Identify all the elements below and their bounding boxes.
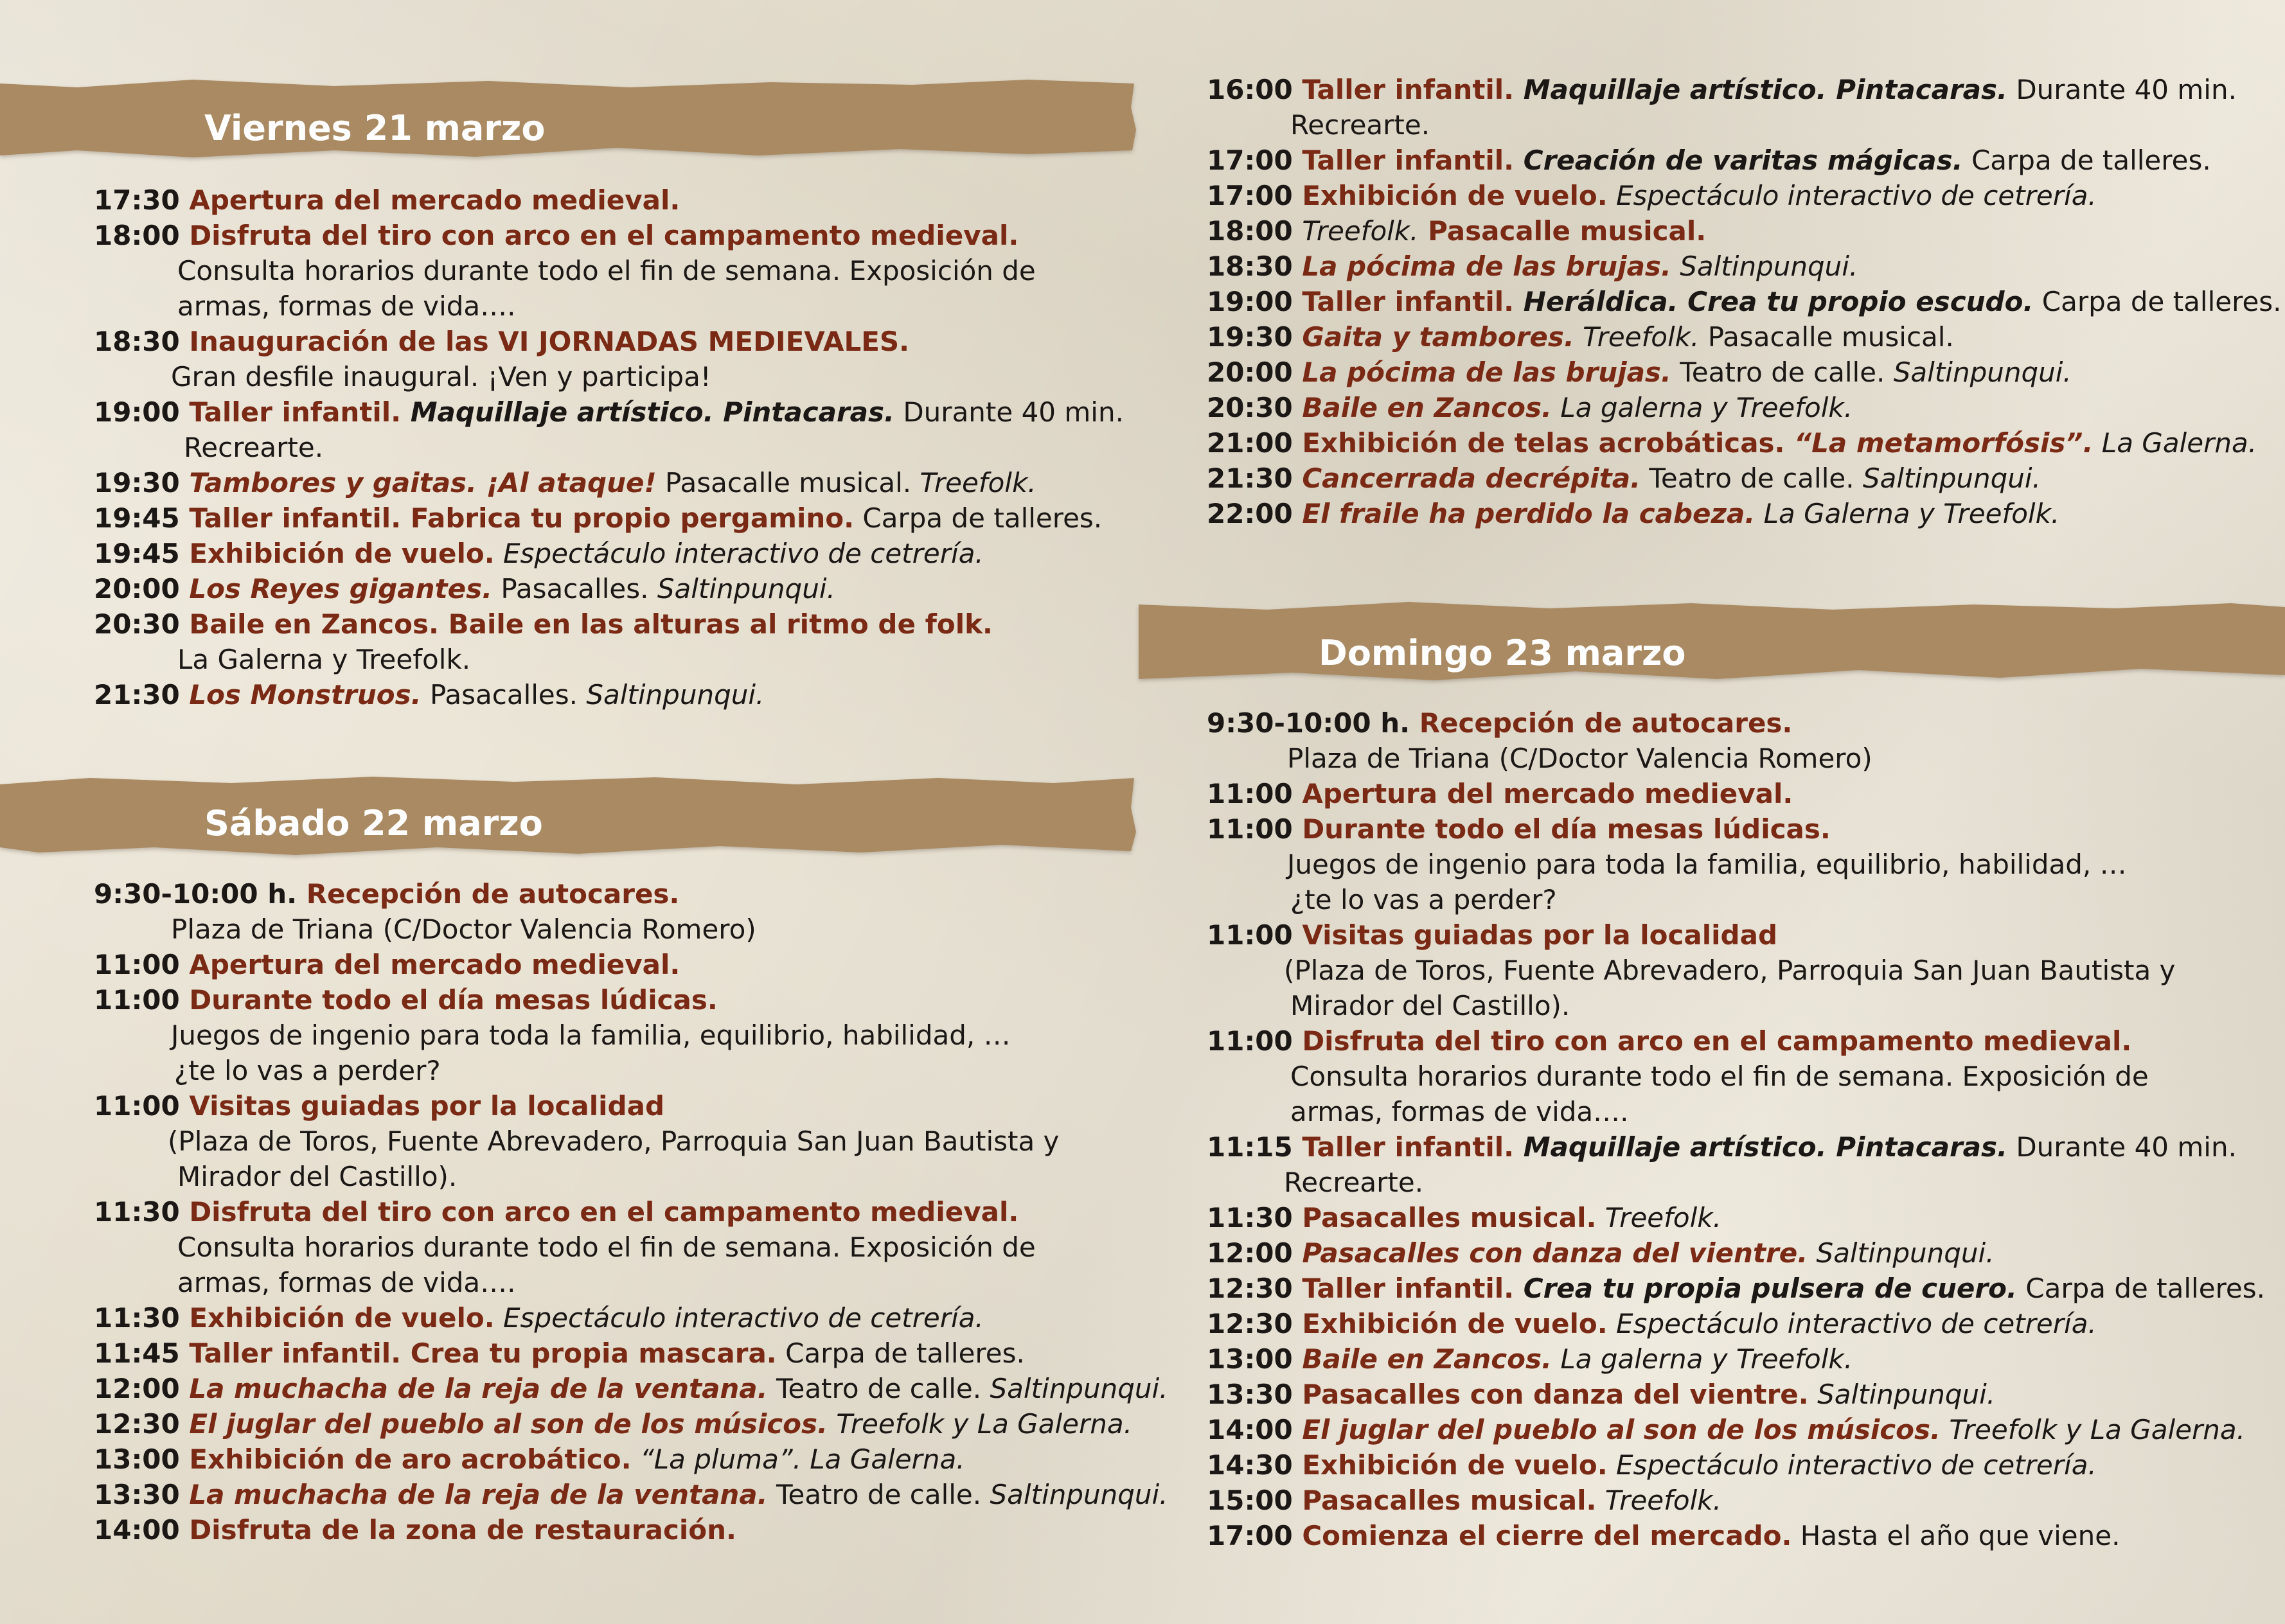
event-text: Crea tu propia pulsera de cuero. xyxy=(1514,1273,2017,1304)
event-text: Exhibición de vuelo. xyxy=(1302,1308,1608,1339)
event-time: 19:30 xyxy=(1207,321,1303,353)
event-time: 18:30 xyxy=(1207,251,1303,282)
event-time: 11:00 xyxy=(94,949,190,980)
event-text: Treefolk. xyxy=(1596,1485,1721,1516)
event-text: Saltinpunqui. xyxy=(1862,463,2041,494)
event-text: Recrearte. xyxy=(184,432,324,463)
event-time: 17:30 xyxy=(94,184,190,216)
event-detail-line xyxy=(94,1053,1168,1088)
event-line xyxy=(1207,1271,2265,1306)
event-text: La galerna y Treefolk. xyxy=(1551,392,1853,423)
event-detail-line xyxy=(94,1124,1168,1159)
event-text: Durante todo el día mesas lúdicas. xyxy=(189,984,718,1016)
event-line xyxy=(1207,461,2282,496)
event-line xyxy=(1207,1235,2265,1271)
event-text: Saltinpunqui. xyxy=(1671,251,1858,282)
event-text: Cancerrada decrépita. xyxy=(1302,463,1641,494)
event-text: Carpa de talleres. xyxy=(2016,1273,2265,1304)
event-time: 20:00 xyxy=(1207,357,1303,388)
event-line xyxy=(94,1300,1168,1336)
event-line xyxy=(1207,776,2265,811)
event-text: (Plaza de Toros, Fuente Abrevadero, Parroquia San Juan Bautista y xyxy=(1284,955,2176,986)
event-text: La pócima de las brujas. xyxy=(1302,251,1671,282)
event-text: Taller infantil. xyxy=(1302,286,1515,317)
event-time: 11:30 xyxy=(94,1302,190,1334)
event-detail-line xyxy=(94,912,1168,947)
event-detail-line xyxy=(1207,953,2265,988)
event-text: Apertura del mercado medieval. xyxy=(189,949,680,980)
event-text: Disfruta del tiro con arco en el campamento medieval. xyxy=(189,1196,1019,1228)
event-time: 13:30 xyxy=(94,1479,190,1510)
event-text: Saltinpunqui. xyxy=(1893,357,2072,388)
event-text: Teatro de calle. xyxy=(1640,463,1863,494)
event-text: La Galerna y Treefolk. xyxy=(1755,498,2060,529)
event-line xyxy=(1207,1377,2265,1412)
event-time: 17:00 xyxy=(1207,180,1303,211)
event-line xyxy=(1207,425,2282,461)
event-text: Recrearte. xyxy=(1284,1167,1424,1198)
event-text: Taller infantil. xyxy=(1302,145,1515,176)
event-time: 14:30 xyxy=(1207,1449,1303,1481)
event-text: “La pluma”. La Galerna. xyxy=(631,1443,965,1475)
event-text: Durante 40 min. xyxy=(2007,74,2237,105)
event-text: Taller infantil. xyxy=(1302,74,1515,105)
event-detail-line xyxy=(94,1265,1168,1300)
event-text: Creación de varitas mágicas. xyxy=(1514,145,1963,176)
event-line xyxy=(1207,1412,2265,1447)
event-text: Gaita y tambores. xyxy=(1302,321,1574,353)
event-line xyxy=(1207,72,2282,107)
event-text: Carpa de talleres. xyxy=(854,502,1103,534)
event-text: El juglar del pueblo al son de los músicos. xyxy=(1302,1414,1941,1445)
event-detail-line xyxy=(1207,988,2265,1023)
event-detail-line xyxy=(94,642,1124,677)
event-detail-line xyxy=(1207,1094,2265,1129)
day-title-domingo: Domingo 23 marzo xyxy=(1319,633,1686,673)
event-detail-line xyxy=(1207,741,2265,776)
event-time: 11:00 xyxy=(1207,778,1303,809)
event-text: Baile en Zancos. Baile en las alturas al ritmo de folk. xyxy=(189,608,993,640)
event-text: El fraile ha perdido la cabeza. xyxy=(1302,498,1756,529)
event-text: “La metamorfósis”. xyxy=(1784,427,2094,459)
event-time: 18:00 xyxy=(1207,215,1303,247)
event-text: Baile en Zancos. xyxy=(1302,1343,1552,1375)
event-line xyxy=(94,1194,1168,1230)
event-line xyxy=(1207,355,2282,390)
event-text: Maquillaje artístico. Pintacaras. xyxy=(401,396,894,428)
event-detail-line xyxy=(94,430,1124,465)
event-line xyxy=(1207,1483,2265,1518)
event-text: Carpa de talleres. xyxy=(2033,286,2282,317)
event-text: Pasacalles con danza del vientre. xyxy=(1302,1237,1808,1269)
event-text: Disfruta del tiro con arco en el campamento medieval. xyxy=(189,220,1019,251)
event-line xyxy=(94,394,1124,430)
event-line xyxy=(1207,496,2282,531)
event-time: 11:00 xyxy=(1207,813,1303,845)
event-text: Teatro de calle. xyxy=(767,1479,990,1510)
event-text: Maquillaje artístico. Pintacaras. xyxy=(1514,74,2007,105)
event-detail-line xyxy=(94,1018,1168,1053)
event-line xyxy=(94,182,1124,218)
event-text: La pócima de las brujas. xyxy=(1302,357,1671,388)
event-line xyxy=(94,324,1124,359)
banner-domingo xyxy=(1139,601,2285,683)
event-text: Saltinpunqui. xyxy=(990,1479,1168,1510)
event-time: 11:30 xyxy=(1207,1202,1303,1233)
event-time: 17:00 xyxy=(1207,145,1303,176)
event-detail-line xyxy=(94,253,1124,288)
event-line xyxy=(94,571,1124,606)
event-text: (Plaza de Toros, Fuente Abrevadero, Parroquia San Juan Bautista y xyxy=(168,1125,1060,1157)
event-line xyxy=(94,536,1124,571)
event-time: 14:00 xyxy=(94,1514,190,1546)
event-text: Saltinpunqui. xyxy=(1808,1379,1996,1410)
event-text: Baile en Zancos. xyxy=(1302,392,1552,423)
event-detail-line xyxy=(1207,882,2265,917)
day-title-sabado: Sábado 22 marzo xyxy=(204,803,543,843)
event-time: 13:00 xyxy=(1207,1343,1303,1375)
event-text: Espectáculo interactivo de cetrería. xyxy=(1607,1449,2097,1481)
schedule-sabado-tarde xyxy=(1207,72,2282,531)
event-time: 11:00 xyxy=(1207,919,1303,951)
event-text: Pasacalles con danza del vientre. xyxy=(1302,1379,1809,1410)
event-text: Disfruta del tiro con arco en el campamento medieval. xyxy=(1302,1025,2132,1057)
event-line xyxy=(94,1477,1168,1512)
event-time: 18:00 xyxy=(94,220,190,251)
event-time: 21:00 xyxy=(1207,427,1303,459)
schedule-domingo xyxy=(1207,705,2265,1553)
event-text: Maquillaje artístico. Pintacaras. xyxy=(1514,1131,2007,1163)
event-line xyxy=(1207,705,2265,741)
event-time: 22:00 xyxy=(1207,498,1303,529)
schedule-viernes xyxy=(94,182,1124,712)
event-text: Saltinpunqui. xyxy=(586,679,765,710)
event-line xyxy=(94,1512,1168,1548)
banner-sabado xyxy=(0,775,1137,856)
event-text: Saltinpunqui. xyxy=(657,573,835,605)
event-text: Apertura del mercado medieval. xyxy=(1302,778,1793,809)
event-text: El juglar del pueblo al son de los músicos. xyxy=(189,1408,828,1440)
event-text: Pasacalles musical. xyxy=(1302,1202,1597,1233)
event-text: Pasacalle musical. xyxy=(656,467,920,499)
event-text: Recrearte. xyxy=(1290,109,1430,141)
event-text: Consulta horarios durante todo el fin de semana. Exposición de xyxy=(1290,1061,2149,1092)
event-time: 12:30 xyxy=(94,1408,190,1440)
event-text: La Galerna y Treefolk. xyxy=(177,644,471,675)
event-text: Espectáculo interactivo de cetrería. xyxy=(1607,1308,2097,1339)
event-text: Exhibición de telas acrobáticas. xyxy=(1302,427,1785,459)
event-text: Plaza de Triana (C/Doctor Valencia Romero) xyxy=(1287,743,1872,774)
event-text: Taller infantil. xyxy=(1302,1131,1515,1163)
event-text: Pasacalle musical. xyxy=(1418,215,1707,247)
event-text: Treefolk. xyxy=(1574,321,1700,353)
event-time: 21:30 xyxy=(94,679,190,710)
event-text: Apertura del mercado medieval. xyxy=(189,184,680,216)
event-text: Treefolk. xyxy=(1596,1202,1721,1233)
event-text: Durante 40 min. xyxy=(894,396,1124,428)
event-text: Teatro de calle. xyxy=(767,1373,990,1404)
event-text: Tambores y gaitas. ¡Al ataque! xyxy=(189,467,657,499)
event-time: 16:00 xyxy=(1207,74,1303,105)
event-text: Gran desfile inaugural. xyxy=(171,361,479,393)
event-text: Treefolk. xyxy=(920,467,1036,499)
event-text: La muchacha de la reja de la ventana. xyxy=(189,1479,768,1510)
event-text: Visitas guiadas por la localidad xyxy=(1302,919,1778,951)
event-line xyxy=(94,982,1168,1018)
event-detail-line xyxy=(1207,1165,2265,1200)
event-text: armas, formas de vida…. xyxy=(177,290,516,322)
event-text: Exhibición de vuelo. xyxy=(189,1302,495,1334)
event-line xyxy=(1207,1518,2265,1553)
event-text: Mirador del Castillo). xyxy=(177,1161,458,1192)
event-text: Pasacalles musical. xyxy=(1302,1485,1597,1516)
event-text: Taller infantil. Fabrica tu propio pergamino. xyxy=(189,502,855,534)
event-line xyxy=(1207,213,2282,249)
event-text: Carpa de talleres. xyxy=(1962,145,2211,176)
event-line xyxy=(94,1371,1168,1406)
event-text: Exhibición de aro acrobático. xyxy=(189,1443,632,1475)
event-text: Exhibición de vuelo. xyxy=(1302,1449,1608,1481)
event-time: 11:30 xyxy=(94,1196,190,1228)
event-line xyxy=(94,876,1168,912)
event-time: 13:30 xyxy=(1207,1379,1303,1410)
event-text: Treefolk y La Galerna. xyxy=(827,1408,1132,1440)
event-line xyxy=(1207,1447,2265,1483)
event-text: Taller infantil. xyxy=(189,396,402,428)
event-time: 12:30 xyxy=(1207,1273,1303,1304)
event-line xyxy=(1207,249,2282,284)
event-line xyxy=(1207,319,2282,355)
event-text: Los Reyes gigantes. xyxy=(189,573,493,605)
event-detail-line xyxy=(1207,1059,2265,1094)
event-time: 20:00 xyxy=(94,573,190,605)
event-line xyxy=(1207,1341,2265,1377)
event-text: Treefolk. xyxy=(1302,215,1419,247)
event-time: 12:00 xyxy=(94,1373,190,1404)
event-text: armas, formas de vida…. xyxy=(177,1267,516,1298)
event-time: 19:30 xyxy=(94,467,190,499)
event-text: ¡Ven y participa! xyxy=(479,361,711,393)
event-text: Taller infantil. xyxy=(1302,1273,1515,1304)
event-text: Treefolk y La Galerna. xyxy=(1940,1414,2245,1445)
event-time: 14:00 xyxy=(1207,1414,1303,1445)
event-text: Espectáculo interactivo de cetrería. xyxy=(494,538,984,569)
event-time: 11:00 xyxy=(94,984,190,1016)
event-line xyxy=(94,606,1124,642)
event-line xyxy=(1207,1129,2265,1165)
event-text: La muchacha de la reja de la ventana. xyxy=(189,1373,768,1404)
event-time: 17:00 xyxy=(1207,1520,1303,1551)
event-time: 11:45 xyxy=(94,1337,190,1369)
event-text: ¿te lo vas a perder? xyxy=(1290,884,1557,915)
event-time: 9:30-10:00 h. xyxy=(94,878,307,910)
event-detail-line xyxy=(1207,847,2265,882)
event-text: Juegos de ingenio para toda la familia, equilibrio, habilidad, … xyxy=(1287,849,2127,880)
event-time: 15:00 xyxy=(1207,1485,1303,1516)
event-text: Consulta horarios durante todo el fin de semana. Exposición de xyxy=(177,255,1036,287)
event-line xyxy=(94,1406,1168,1442)
event-text: Teatro de calle. xyxy=(1671,357,1894,388)
event-text: Disfruta de la zona de restauración. xyxy=(189,1514,736,1546)
event-text: armas, formas de vida…. xyxy=(1290,1096,1629,1127)
event-text: Plaza de Triana (C/Doctor Valencia Romero) xyxy=(171,914,756,945)
event-text: Saltinpunqui. xyxy=(1808,1237,1995,1269)
event-text: Espectáculo interactivo de cetrería. xyxy=(1607,180,2097,211)
event-line xyxy=(94,947,1168,982)
event-time: 18:30 xyxy=(94,326,190,357)
event-text: Heráldica. Crea tu propio escudo. xyxy=(1514,286,2034,317)
event-text: ¿te lo vas a perder? xyxy=(174,1055,441,1086)
event-text: La Galerna. xyxy=(2093,427,2257,459)
event-time: 12:30 xyxy=(1207,1308,1303,1339)
event-text: Mirador del Castillo). xyxy=(1290,990,1570,1021)
event-line xyxy=(1207,178,2282,213)
event-line xyxy=(1207,1023,2265,1059)
event-time: 11:15 xyxy=(1207,1131,1303,1163)
event-text: Pasacalle musical. xyxy=(1699,321,1954,353)
event-line xyxy=(1207,1306,2265,1341)
event-text: Exhibición de vuelo. xyxy=(189,538,495,569)
event-line xyxy=(1207,917,2265,953)
event-text: Los Monstruos. xyxy=(189,679,422,710)
event-time: 20:30 xyxy=(1207,392,1303,423)
event-text: Pasacalles. xyxy=(492,573,657,605)
event-text: Exhibición de vuelo. xyxy=(1302,180,1608,211)
event-line xyxy=(1207,390,2282,425)
banner-viernes xyxy=(0,78,1137,159)
event-line xyxy=(94,1088,1168,1124)
event-line xyxy=(1207,811,2265,847)
event-text: Comienza el cierre del mercado. xyxy=(1302,1520,1792,1551)
event-time: 19:00 xyxy=(1207,286,1303,317)
event-text: Pasacalles. xyxy=(421,679,587,710)
event-text: Inauguración de las VI JORNADAS MEDIEVALES. xyxy=(189,326,910,357)
event-text: La galerna y Treefolk. xyxy=(1551,1343,1853,1375)
event-line xyxy=(1207,284,2282,319)
event-time: 19:45 xyxy=(94,538,190,569)
event-text: Espectáculo interactivo de cetrería. xyxy=(494,1302,984,1334)
event-detail-line xyxy=(94,1159,1168,1194)
event-line xyxy=(94,465,1124,500)
event-text: Durante todo el día mesas lúdicas. xyxy=(1302,813,1831,845)
event-text: Visitas guiadas por la localidad xyxy=(189,1090,665,1122)
event-line xyxy=(1207,1200,2265,1235)
event-text: Carpa de talleres. xyxy=(776,1337,1025,1369)
event-time: 19:45 xyxy=(94,502,190,534)
event-time: 20:30 xyxy=(94,608,190,640)
event-time: 12:00 xyxy=(1207,1237,1303,1269)
event-detail-line xyxy=(94,1230,1168,1265)
event-line xyxy=(94,500,1124,536)
event-text: Saltinpunqui. xyxy=(990,1373,1168,1404)
event-time: 11:00 xyxy=(1207,1025,1303,1057)
event-line xyxy=(94,218,1124,253)
event-line xyxy=(94,677,1124,712)
event-detail-line xyxy=(94,288,1124,324)
event-text: Hasta el año que viene. xyxy=(1792,1520,2121,1551)
event-time: 9:30-10:00 h. xyxy=(1207,707,1419,739)
event-text: Recepción de autocares. xyxy=(1419,707,1793,739)
event-time: 19:00 xyxy=(94,396,190,428)
schedule-sabado xyxy=(94,876,1168,1548)
event-line xyxy=(1207,143,2282,178)
event-detail-line xyxy=(94,359,1124,394)
event-detail-line xyxy=(1207,107,2282,143)
event-text: Recepción de autocares. xyxy=(306,878,680,910)
event-line xyxy=(94,1442,1168,1477)
event-time: 11:00 xyxy=(94,1090,190,1122)
event-text: Consulta horarios durante todo el fin de semana. Exposición de xyxy=(177,1231,1036,1263)
event-text: Durante 40 min. xyxy=(2007,1131,2237,1163)
event-line xyxy=(94,1336,1168,1371)
day-title-viernes: Viernes 21 marzo xyxy=(204,108,546,148)
event-time: 21:30 xyxy=(1207,463,1303,494)
event-time: 13:00 xyxy=(94,1443,190,1475)
event-text: Taller infantil. Crea tu propia mascara. xyxy=(189,1337,777,1369)
event-text: Juegos de ingenio para toda la familia, equilibrio, habilidad, … xyxy=(171,1019,1011,1051)
